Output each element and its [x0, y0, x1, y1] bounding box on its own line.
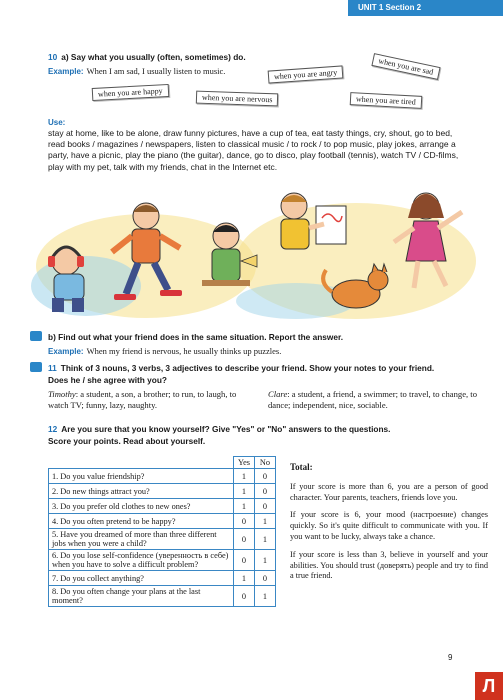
yes-score-cell[interactable]: 1	[234, 469, 255, 484]
table-header-blank	[49, 457, 234, 469]
timothy-text: : a student, a son, a brother; to run, to laugh, to watch TV; funny, lazy, naughty.	[48, 389, 237, 410]
task-11-title	[48, 363, 488, 373]
yes-score-cell[interactable]: 0	[234, 529, 255, 550]
task-number: 10	[48, 52, 58, 62]
situation-card-angry: when you are angry	[268, 65, 344, 83]
situation-card-tired: when you are tired	[350, 92, 422, 109]
no-score-cell[interactable]: 0	[255, 499, 276, 514]
question-cell: 7. Do you collect anything?	[49, 571, 234, 586]
use-label: Use:	[48, 118, 66, 127]
result-high-score: If your score is more than 6, you are a person of good character. Your parents, teachers, friends love you.	[290, 481, 488, 502]
table-row	[49, 499, 276, 514]
no-score-cell[interactable]: 1	[255, 529, 276, 550]
clare-description	[268, 389, 490, 411]
situation-card-nervous: when you are nervous	[196, 91, 279, 107]
no-score-cell[interactable]: 0	[255, 571, 276, 586]
publisher-logo: Л	[475, 672, 503, 700]
column-no: No	[255, 457, 276, 469]
question-cell: 5. Have you dreamed of more than three different jobs when you were a child?	[49, 529, 234, 550]
no-score-cell[interactable]: 1	[255, 586, 276, 607]
example-text: When my friend is nervous, he usually thinks up puzzles.	[86, 346, 282, 356]
yes-score-cell[interactable]: 0	[234, 586, 255, 607]
task-12-title	[48, 424, 390, 434]
task-11-subtitle: Does he / she agree with you?	[48, 375, 167, 385]
result-low-score: If your score is less than 3, believe in yourself and your abilities. You should trust (доверять) people and try to find a true friend.	[290, 549, 488, 581]
children-activities-illustration	[26, 176, 492, 324]
no-score-cell[interactable]: 0	[255, 484, 276, 499]
self-knowledge-quiz-table	[48, 456, 276, 607]
no-score-cell[interactable]: 0	[255, 469, 276, 484]
question-cell: 4. Do you often pretend to be happy?	[49, 514, 234, 529]
question-cell: 6. Do you lose self-confidence (уверенность в себе) when you have to solve a difficult problem?	[49, 550, 234, 571]
use-word-list: stay at home, like to be alone, draw funny pictures, have a cup of tea, eat tasty things, cry, shout, go to bed, read books / magazines / newspapers, listen to classical music / to rock / to pop music, play jokes, arrange a party, have a picnic, play the piano (the guitar), dance, go to disco, play football (tennis), watch TV / CD-films, play with my pet, talk with my friends, chat in the Internet etc.	[48, 128, 459, 172]
clare-name: Clare	[268, 389, 288, 399]
no-score-cell[interactable]: 1	[255, 550, 276, 571]
clare-text: : a student, a friend, a swimmer; to travel, to change, to dance; independent, nice, sociable.	[268, 389, 477, 410]
question-cell: 8. Do you often change your plans at the last moment?	[49, 586, 234, 607]
situation-card-happy: when you are happy	[92, 84, 169, 101]
question-cell: 2. Do new things attract you?	[49, 484, 234, 499]
unit-section-tab: UNIT 1 Section 2	[348, 0, 503, 16]
task-number: 11	[48, 363, 57, 373]
example-text: When I am sad, I usually listen to music.	[86, 66, 226, 76]
situation-card-sad: when you are sad	[371, 53, 440, 80]
total-label: Total:	[290, 462, 313, 472]
task-title-text: Think of 3 nouns, 3 verbs, 3 adjectives to describe your friend. Show your notes to your friend.	[60, 363, 435, 373]
no-score-cell[interactable]: 1	[255, 514, 276, 529]
question-cell: 1. Do you value friendship?	[49, 469, 234, 484]
pair-work-icon	[30, 362, 42, 372]
timothy-description	[48, 389, 256, 411]
task-10b-example	[48, 346, 281, 356]
task-12-subtitle: Score your points. Read about yourself.	[48, 436, 206, 446]
yes-score-cell[interactable]: 0	[234, 550, 255, 571]
yes-score-cell[interactable]: 1	[234, 484, 255, 499]
example-label: Example:	[48, 347, 84, 356]
task-number: 12	[48, 424, 58, 434]
pair-work-icon	[30, 331, 42, 341]
table-row	[49, 484, 276, 499]
page-number: 9	[448, 653, 453, 662]
table-header-row	[49, 457, 276, 469]
task-title-text: a) Say what you usually (often, sometimes) do.	[61, 52, 246, 62]
yes-score-cell[interactable]: 0	[234, 514, 255, 529]
task-10b-title: b) Find out what your friend does in the same situation. Report the answer.	[48, 332, 344, 342]
table-row	[49, 586, 276, 607]
task-10a-title	[48, 52, 246, 62]
timothy-name: Timothy	[48, 389, 76, 399]
table-row	[49, 571, 276, 586]
example-label: Example:	[48, 67, 84, 76]
table-row	[49, 514, 276, 529]
score-results	[290, 462, 488, 589]
table-row	[49, 550, 276, 571]
column-yes: Yes	[234, 457, 255, 469]
yes-score-cell[interactable]: 1	[234, 499, 255, 514]
result-score-six: If your score is 6, your mood (настроение) changes quickly. So it's quite difficult to communicate with you. If you want to be lucky, always take a chance.	[290, 510, 488, 541]
task-title-text: Are you sure that you know yourself? Give "Yes" or "No" answers to the questions.	[61, 424, 391, 434]
table-row	[49, 469, 276, 484]
table-row	[49, 529, 276, 550]
task-10a-example	[48, 66, 225, 76]
question-cell: 3. Do you prefer old clothes to new ones?	[49, 499, 234, 514]
yes-score-cell[interactable]: 1	[234, 571, 255, 586]
